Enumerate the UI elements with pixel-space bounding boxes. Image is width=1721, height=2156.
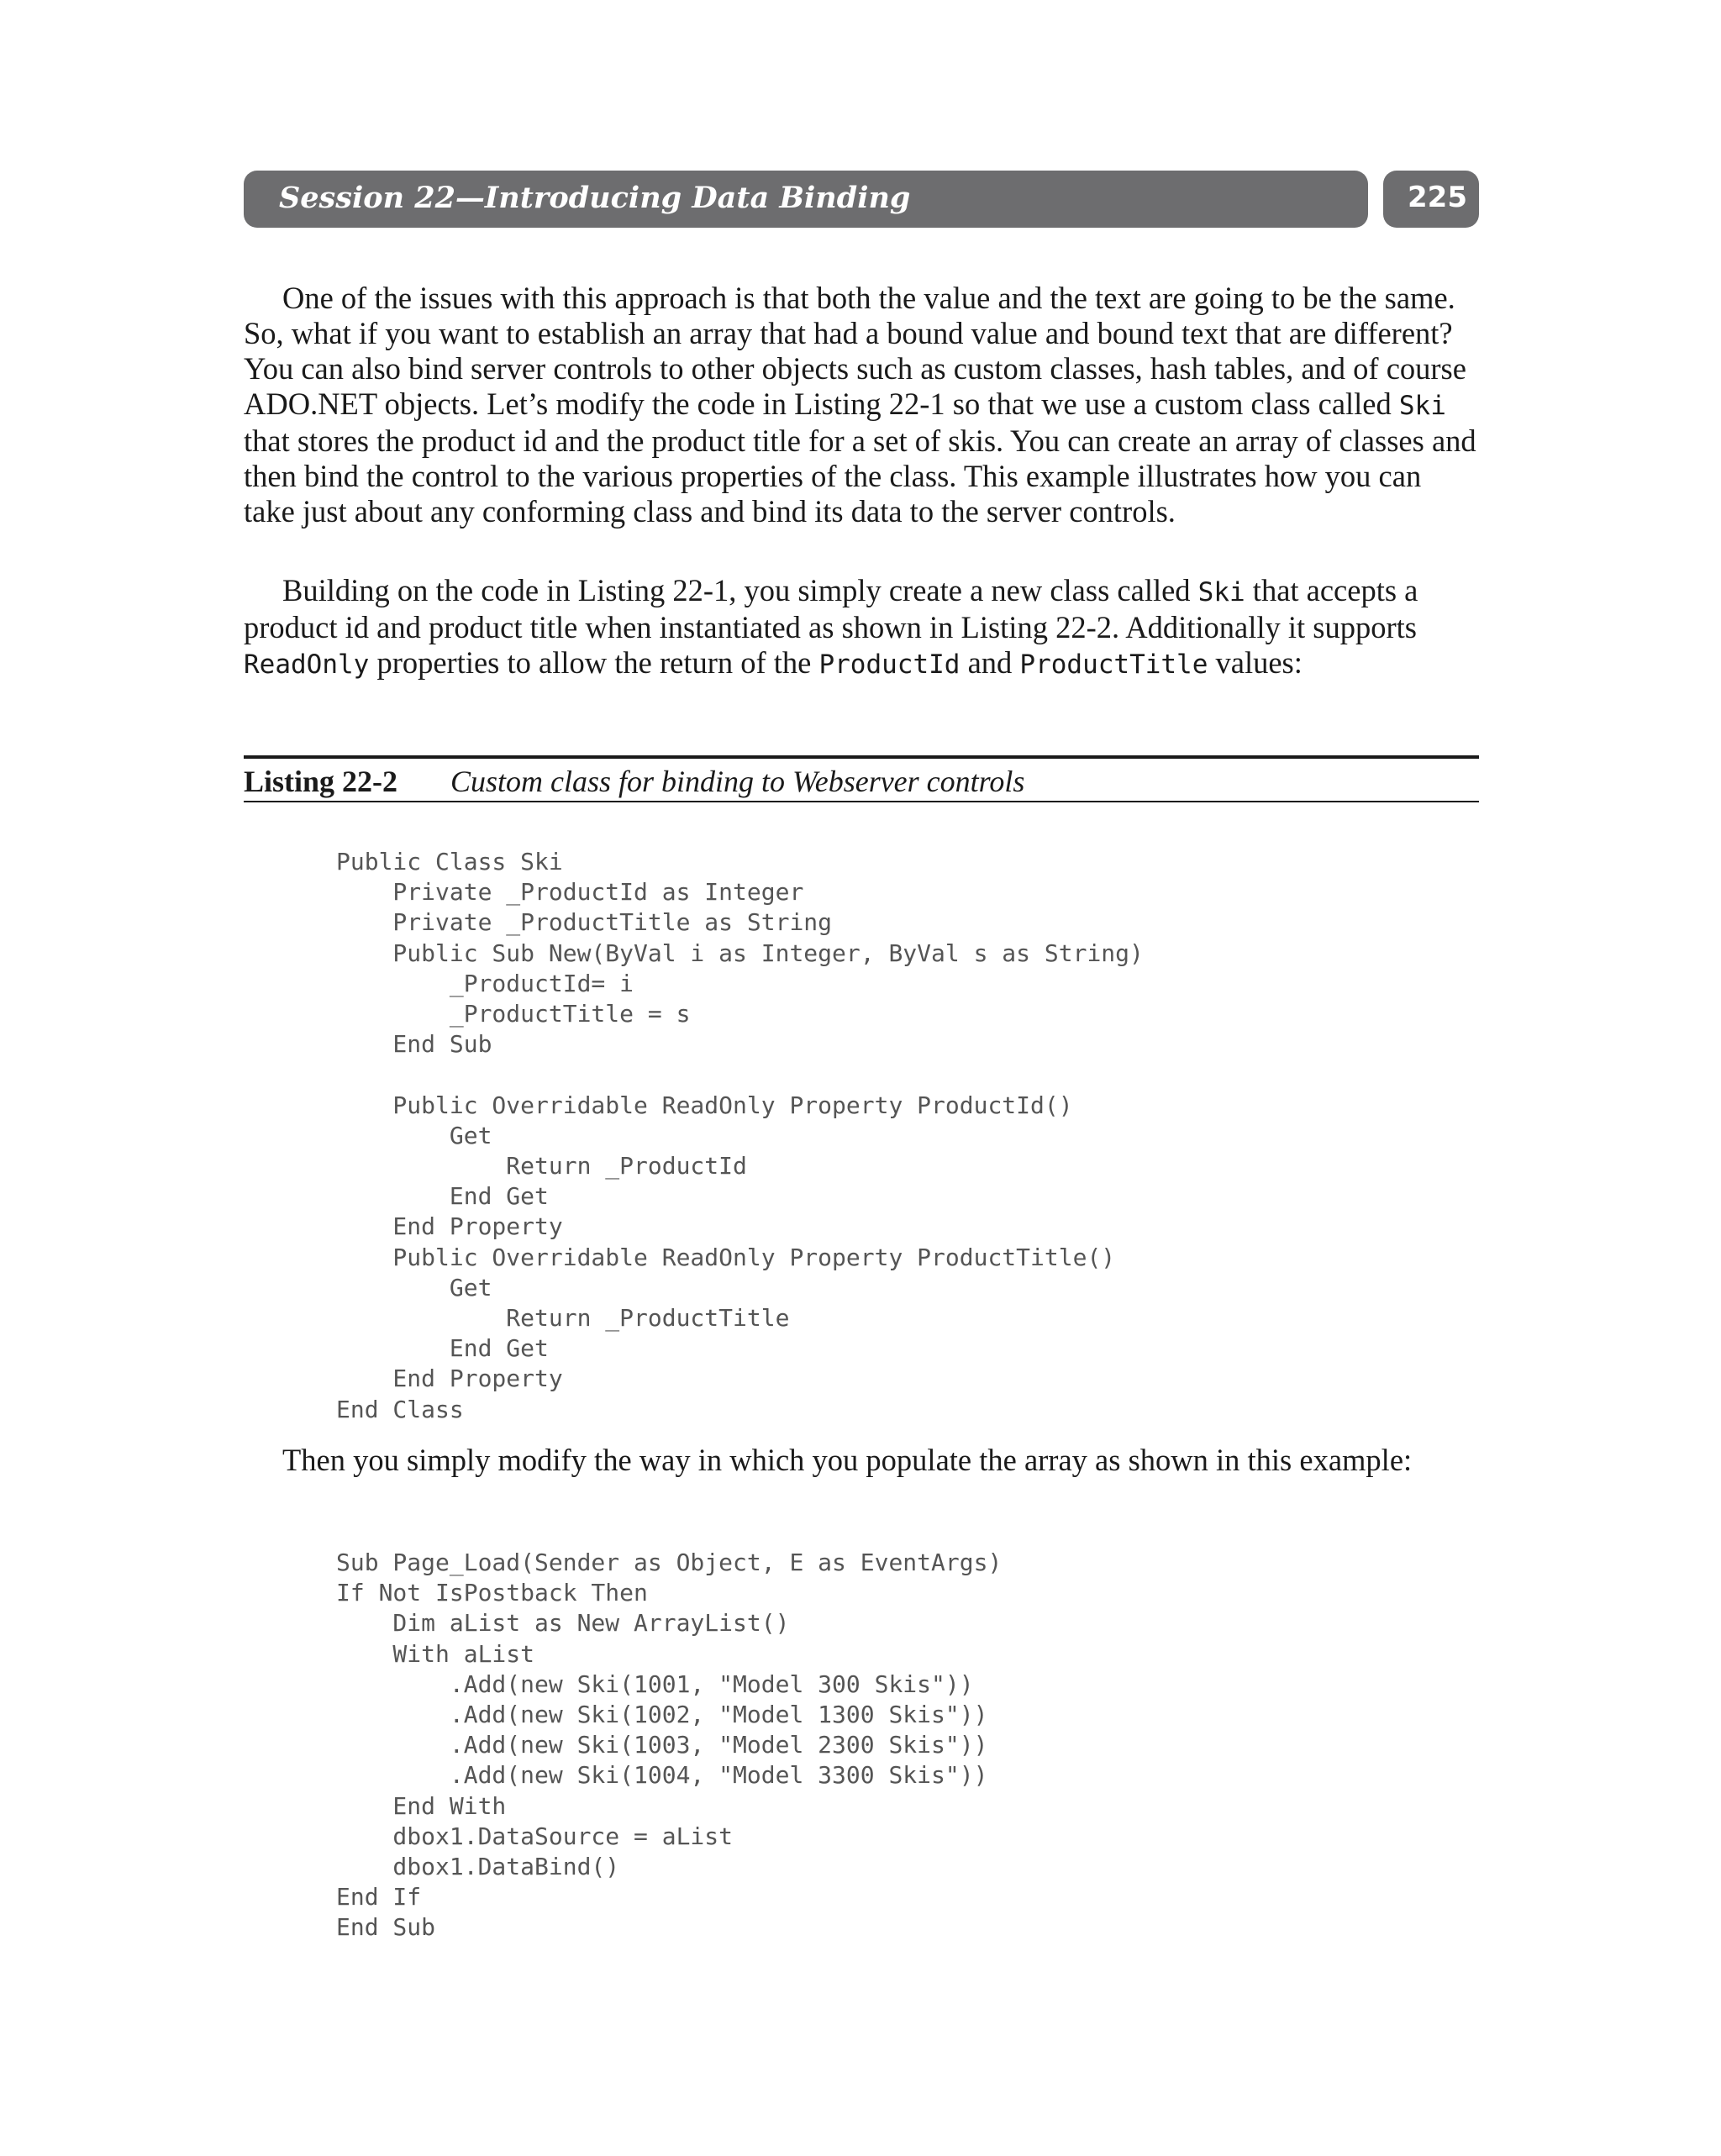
example-code-block: Sub Page_Load(Sender as Object, E as EventArgs) If Not IsPostback Then Dim aList as New ArrayList() With aList .Add(new Ski(1001, "Model 300 Skis")) .Add(new Ski(1002, "Model 1300 Skis")) .Add(new Ski(1003, "Model 2300 Skis")) .Add(new Ski(1004, "Model 3300 Skis")) End With dbox1.DataSource = aList dbox1.DataBind() End If End Sub (336, 1549, 1003, 1942)
listing-code-block: Public Class Ski Private _ProductId as Integer Private _ProductTitle as String Public Sub New(ByVal i as Integer, ByVal s as String) _ProductId= i _ProductTitle = s End Sub Public Overridable ReadOnly Property ProductId() Get Return _ProductId End Get End Property Public Overridable ReadOnly Property ProductTitle() Get Return _ProductTitle End Get End Property End Class (336, 848, 1144, 1423)
text-run: properties to allow the return of the (369, 645, 819, 680)
paragraph-building (244, 573, 1479, 682)
inline-code: Ski (1398, 391, 1446, 421)
paragraph-intro (244, 281, 1479, 529)
listing-heading (244, 755, 1479, 802)
listing-number: Listing 22-2 (244, 765, 398, 798)
inline-code: ProductId (818, 649, 960, 680)
page-number-box (1383, 171, 1479, 228)
text-run: and (960, 645, 1020, 680)
inline-code: Ski (1197, 577, 1245, 607)
listing-caption: Custom class for binding to Webserver controls (450, 765, 1025, 798)
page-number: 225 (1408, 181, 1467, 214)
text-run: that stores the product id and the product title for a set of skis. You can create an array of classes and then bind the control to the various properties of the class. This example illustrates how you can take just about any conforming class and bind its data to the server controls. (244, 423, 1476, 528)
text-run: Then you simply modify the way in which you populate the array as shown in this example: (282, 1443, 1413, 1477)
text-run: values: (1208, 645, 1303, 680)
paragraph-modify (244, 1443, 1479, 1478)
inline-code: ProductTitle (1019, 649, 1208, 680)
text-run: Building on the code in Listing 22-1, you simply create a new class called (282, 573, 1198, 607)
session-title: Session 22—Introducing Data Binding (279, 181, 911, 215)
text-run: One of the issues with this approach is that both the value and the text are going to be the same. So, what if you want to establish an array that had a bound value and bound text that are different? You can also bind server controls to other objects such as custom classes, hash tables, and of course ADO.NET objects. Let’s modify the code in Listing 22-1 so that we use a custom class called (244, 281, 1466, 421)
running-header (244, 171, 1479, 228)
inline-code: ReadOnly (244, 649, 370, 680)
header-title-bar (244, 171, 1368, 228)
text-run: that accepts a product id and product title when instantiated as shown in Listing 22-2. Additionally it supports (244, 573, 1418, 644)
